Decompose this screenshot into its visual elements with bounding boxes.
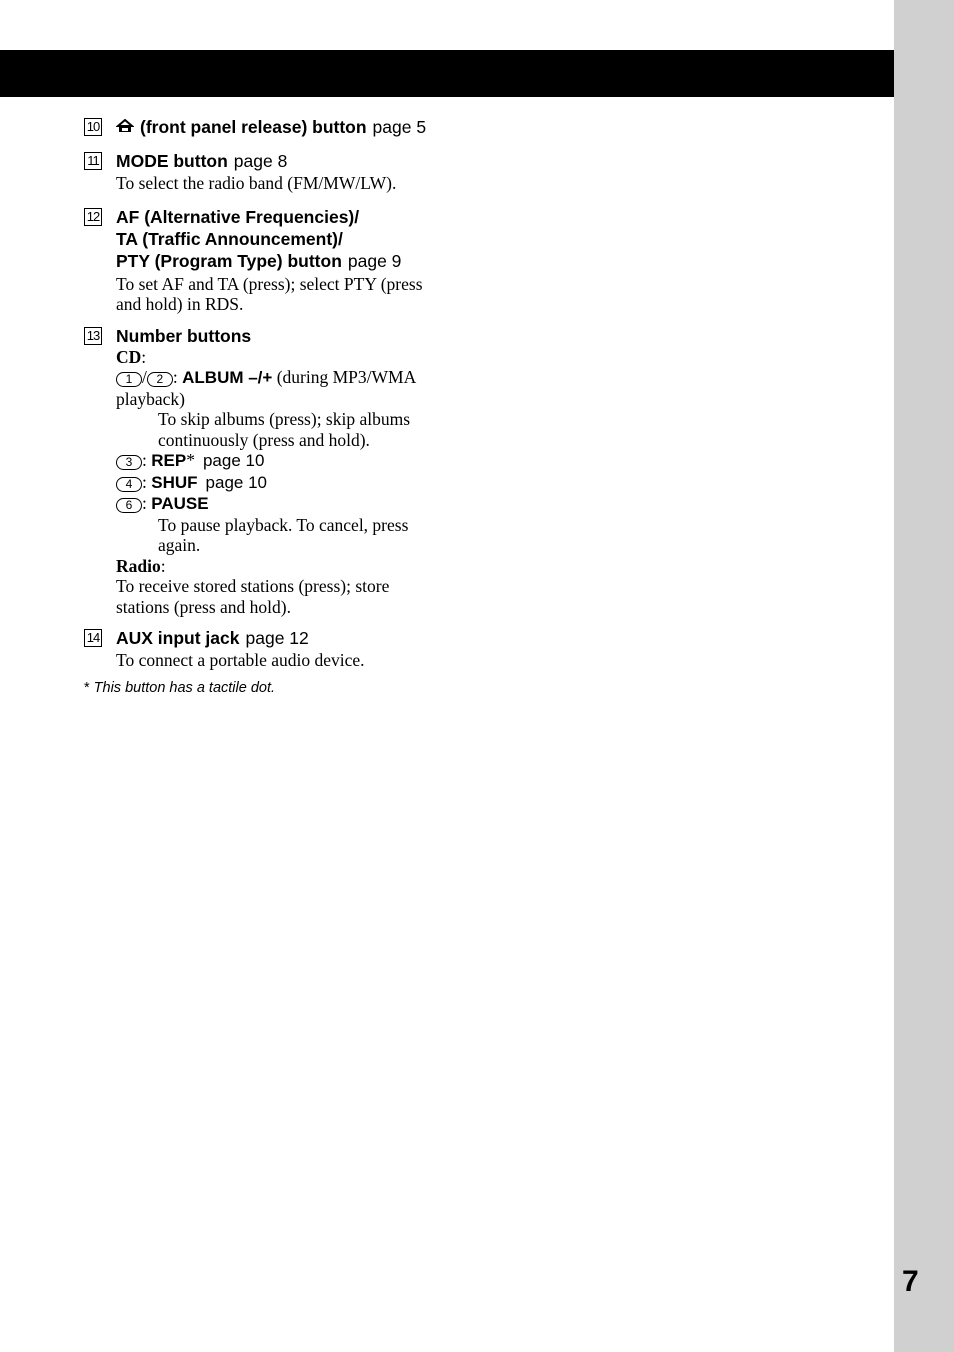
key-6: 6 (116, 498, 142, 513)
shuf-label: SHUF (151, 472, 198, 492)
pause-description-line: again. (158, 535, 201, 555)
page-number: 7 (902, 1265, 919, 1298)
item-10 (84, 116, 474, 138)
item-13: 13 Number buttons CD: 1 / 2 : ALBUM –/+ (during MP3/WMA playback) To skip albums (press); skip albums continuously (press and hold). 3 : REP* page 10 4 : SHUF page 10 6 : PAUSE To pause playback. To cancel, press again. Radio: To receive stored stations (press); store stations (press and hold). (84, 325, 474, 618)
item-description-line: and hold) in RDS. (116, 294, 244, 314)
item-title-line: AF (Alternative Frequencies)/ (116, 206, 360, 227)
item-number: 14 (84, 629, 102, 647)
album-description-line: To skip albums (press); skip albums (158, 409, 411, 429)
rep-mark: * (186, 450, 195, 470)
cd-label: CD (116, 346, 142, 367)
footnote (84, 679, 474, 697)
item-description: To select the radio band (FM/MW/LW). (116, 173, 397, 193)
rep-page-reference: page 10 (202, 451, 265, 470)
item-title-line: TA (Traffic Announcement)/ (116, 228, 343, 249)
content (84, 116, 474, 697)
page-reference: page 12 (245, 628, 309, 648)
eject-icon (116, 119, 134, 135)
item-title: (front panel release) button (140, 117, 367, 137)
side-tab (894, 0, 954, 1352)
album-note: (during MP3/WMA (276, 367, 417, 387)
radio-label: Radio (116, 555, 161, 576)
album-description-line: continuously (press and hold). (158, 429, 370, 450)
key-1: 1 (116, 372, 142, 387)
item-title: MODE button (116, 151, 228, 171)
item-number: 10 (84, 118, 102, 136)
radio-description-line: stations (press and hold). (116, 596, 291, 617)
radio-description-line: To receive stored stations (press); store (116, 576, 390, 596)
album-note-cont: playback) (116, 388, 185, 409)
item-description: To connect a portable audio device. (116, 650, 365, 670)
item-number: 12 (84, 208, 102, 226)
item-description-line: To set AF and TA (press); select PTY (press (116, 273, 423, 294)
footnote-mark: * (84, 679, 90, 696)
item-14 (84, 627, 474, 671)
album-label: ALBUM –/+ (182, 368, 273, 387)
item-title: Number buttons (116, 325, 252, 346)
header-bar (0, 50, 894, 97)
key-4: 4 (116, 477, 142, 492)
shuf-page-reference: page 10 (205, 472, 267, 492)
key-3: 3 (116, 455, 142, 470)
rep-label: REP (151, 451, 187, 470)
item-11 (84, 150, 474, 194)
pause-description-line: To pause playback. To cancel, press (158, 514, 409, 535)
item-number: 13 (84, 327, 102, 345)
item-number: 11 (84, 152, 102, 170)
item-title-line: PTY (Program Type) button (116, 250, 342, 271)
page-reference: page 5 (372, 117, 427, 137)
item-12 (84, 206, 474, 315)
footnote-text: This button has a tactile dot. (93, 679, 276, 696)
page-reference: page 9 (347, 250, 402, 271)
page-reference: page 8 (233, 151, 288, 171)
key-2: 2 (147, 372, 173, 387)
pause-label: PAUSE (151, 494, 209, 513)
item-title: AUX input jack (116, 628, 240, 648)
